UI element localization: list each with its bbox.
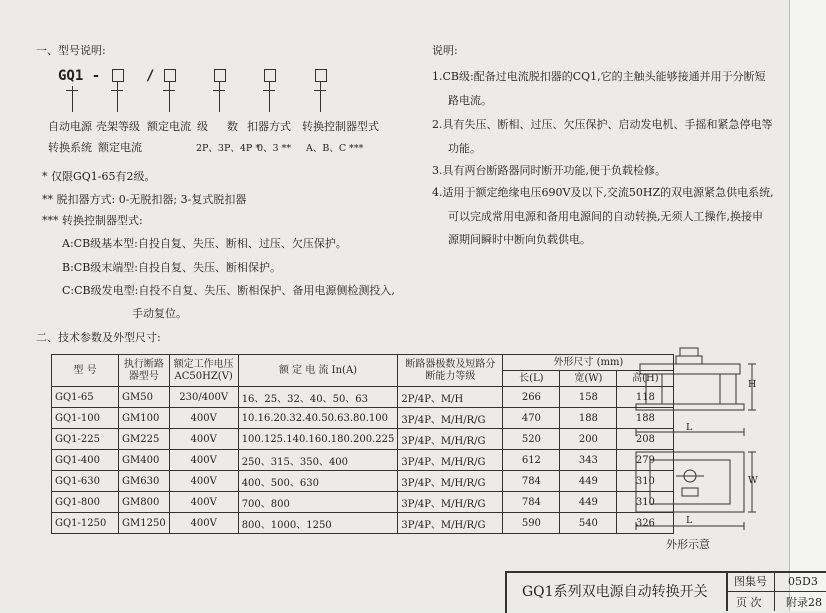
page-label: 页 次: [736, 596, 762, 609]
table-cell: 158: [560, 387, 617, 408]
note-1: * 仅限GQ1-65有2级。: [42, 170, 156, 183]
leader-tick: [314, 90, 326, 91]
note-item-4c: 源期间瞬时中断向负载供电。: [448, 233, 591, 246]
table-cell: 343: [560, 450, 617, 471]
leader-tick: [263, 90, 275, 91]
table-cell: GM100: [119, 408, 170, 429]
label-controller-type: 转换控制器型式: [302, 120, 379, 133]
atlas-value: 05D3: [788, 575, 818, 588]
table-cell: 10.16.20.32.40.50.63.80.100: [238, 408, 398, 429]
table-cell: 400V: [169, 429, 238, 450]
leader-line: [169, 82, 170, 112]
table-cell: 326: [617, 513, 674, 534]
note-3: *** 转换控制器型式:: [42, 214, 143, 227]
table-cell: 188: [560, 408, 617, 429]
table-cell: GM400: [119, 450, 170, 471]
notes-heading: 说明:: [432, 44, 458, 57]
table-cell: 208: [617, 429, 674, 450]
table-cell: 3P/4P、M/H/R/G: [398, 450, 503, 471]
dim-l-label: L: [686, 422, 693, 433]
outline-diagram: [632, 340, 760, 558]
th-poles: 断路器极数及短路分断能力等级: [398, 355, 503, 387]
table-cell: 2P/4P、M/H: [398, 387, 503, 408]
leader-line: [219, 82, 220, 112]
table-cell: 400V: [169, 450, 238, 471]
section2-heading: 二、技术参数及外型尺寸:: [36, 331, 161, 344]
table-cell: 449: [560, 492, 617, 513]
table-cell: GQ1-400: [52, 450, 119, 471]
leader-tick: [111, 90, 123, 91]
table-cell: 310: [617, 492, 674, 513]
label-transfer-system: 转换系统: [48, 141, 92, 154]
dim-w-label: W: [748, 475, 758, 486]
table-cell: GQ1-100: [52, 408, 119, 429]
handle-top-shape: [680, 348, 698, 356]
model-slash: /: [146, 68, 155, 84]
table-cell: 100.125.140.160.180.200.225: [238, 429, 398, 450]
table-cell: 470: [503, 408, 560, 429]
table-cell: 400、500、630: [238, 471, 398, 492]
table-cell: 540: [560, 513, 617, 534]
table-cell: GQ1-630: [52, 471, 119, 492]
table-cell: GM630: [119, 471, 170, 492]
table-cell: 520: [503, 429, 560, 450]
note-item-2: 2.具有失压、断相、过压、欠压保护、启动发电机、手摇和紧急停电等: [432, 118, 773, 131]
atlas-label: 图集号: [734, 575, 767, 588]
type-b: B:CB级末端型:自投自复、失压、断相保护。: [62, 261, 281, 274]
note-item-2b: 功能。: [448, 142, 481, 155]
th-dims: 外形尺寸 (mm): [503, 355, 674, 371]
model-box-1: [112, 69, 124, 82]
type-a: A:CB级基本型:自投自复、失压、断相、过压、欠压保护。: [62, 237, 347, 250]
table-cell: 400V: [169, 513, 238, 534]
table-cell: 449: [560, 471, 617, 492]
table-cell: 400V: [169, 471, 238, 492]
table-cell: GM225: [119, 429, 170, 450]
spec-table: [51, 354, 674, 534]
table-cell: 118: [617, 387, 674, 408]
table-cell: 3P/4P、M/H/R/G: [398, 513, 503, 534]
th-width: 宽(W): [560, 371, 617, 387]
dim-h-label: H: [748, 379, 757, 390]
table-cell: 266: [503, 387, 560, 408]
label-auto-power: 自动电源: [48, 120, 92, 133]
page-value: 附录28: [786, 596, 822, 609]
table-cell: 784: [503, 471, 560, 492]
poles-options: 2P、3P、4P *: [196, 143, 261, 154]
note-2: ** 脱扣器方式: 0-无脱扣器; 3-复式脱扣器: [42, 193, 247, 206]
table-cell: GQ1-800: [52, 492, 119, 513]
type-c-line2: 手动复位。: [132, 307, 187, 320]
model-box-5: [315, 69, 327, 82]
leader-line: [320, 82, 321, 112]
section1-heading: 一、型号说明:: [36, 44, 106, 57]
dim-l2-label: L: [686, 515, 693, 526]
label-rated-current-2: 额定电流: [98, 141, 142, 154]
note-item-1b: 路电流。: [448, 94, 492, 107]
table-row: [52, 492, 674, 513]
note-item-1: 1.CB级:配备过电流脱扣器的CQ1,它的主触头能够接通并用于分断短: [432, 70, 766, 83]
label-trip-mode: 扣器方式: [247, 120, 291, 133]
table-cell: GM800: [119, 492, 170, 513]
model-prefix: GQ1 -: [58, 68, 101, 84]
label-rated-current: 额定电流: [147, 120, 191, 133]
table-cell: 800、1000、1250: [238, 513, 398, 534]
table-row: [52, 387, 674, 408]
table-cell: 3P/4P、M/H/R/G: [398, 408, 503, 429]
table-cell: 400V: [169, 492, 238, 513]
table-cell: 310: [617, 471, 674, 492]
table-row: [52, 450, 674, 471]
leader-tick: [66, 90, 78, 91]
trip-options: 0、3 **: [257, 143, 292, 154]
model-box-2: [164, 69, 176, 82]
table-cell: GQ1-1250: [52, 513, 119, 534]
table-row: [52, 513, 674, 534]
table-cell: 784: [503, 492, 560, 513]
table-cell: GM50: [119, 387, 170, 408]
table-cell: 3P/4P、M/H/R/G: [398, 471, 503, 492]
type-c-line1: C:CB级发电型:自投不自复、失压、断相保护、备用电源侧检测投入,: [62, 284, 395, 297]
table-row: [52, 429, 674, 450]
table-cell: 188: [617, 408, 674, 429]
table-cell: 279: [617, 450, 674, 471]
table-cell: 200: [560, 429, 617, 450]
table-cell: 590: [503, 513, 560, 534]
table-cell: 250、315、350、400: [238, 450, 398, 471]
th-breaker: 执行断路器型号: [119, 355, 170, 387]
label-number: 数: [227, 120, 238, 133]
tb-divider: [726, 591, 826, 592]
table-cell: 400V: [169, 408, 238, 429]
leader-line: [117, 82, 118, 112]
th-height: 高(H): [617, 371, 674, 387]
controller-options: A、B、C ***: [306, 143, 364, 154]
label-level: 级: [197, 120, 208, 133]
model-box-4: [264, 69, 276, 82]
th-voltage: 额定工作电压AC50HZ(V): [169, 355, 238, 387]
diagram-caption: 外形示意: [666, 538, 710, 551]
table-cell: 3P/4P、M/H/R/G: [398, 492, 503, 513]
table-cell: 230/400V: [169, 387, 238, 408]
page-edge: [789, 0, 826, 611]
th-length: 长(L): [503, 371, 560, 387]
model-box-3: [214, 69, 226, 82]
table-cell: 700、800: [238, 492, 398, 513]
th-current: 额 定 电 流 In(A): [238, 355, 398, 387]
note-item-4b: 可以完成常用电源和备用电源间的自动转换,无须人工操作,换接申: [448, 210, 763, 223]
table-cell: 16、25、32、40、50、63: [238, 387, 398, 408]
note-item-3: 3.具有两台断路器同时断开功能,便于负载检修。: [432, 164, 666, 177]
table-row: [52, 471, 674, 492]
table-row: [52, 408, 674, 429]
leader-tick: [163, 90, 175, 91]
note-item-4: 4.适用于额定绝缘电压690V及以下,交流50HZ的双电源紧急供电系统,: [432, 186, 774, 199]
table-cell: GM1250: [119, 513, 170, 534]
label-frame-grade: 壳架等级: [96, 120, 140, 133]
th-model: 型 号: [52, 355, 119, 387]
leader-line: [269, 82, 270, 112]
table-cell: 3P/4P、M/H/R/G: [398, 429, 503, 450]
table-cell: 612: [503, 450, 560, 471]
leader-tick: [213, 90, 225, 91]
table-cell: GQ1-65: [52, 387, 119, 408]
drawing-title: GQ1系列双电源自动转换开关: [522, 584, 708, 600]
table-cell: GQ1-225: [52, 429, 119, 450]
